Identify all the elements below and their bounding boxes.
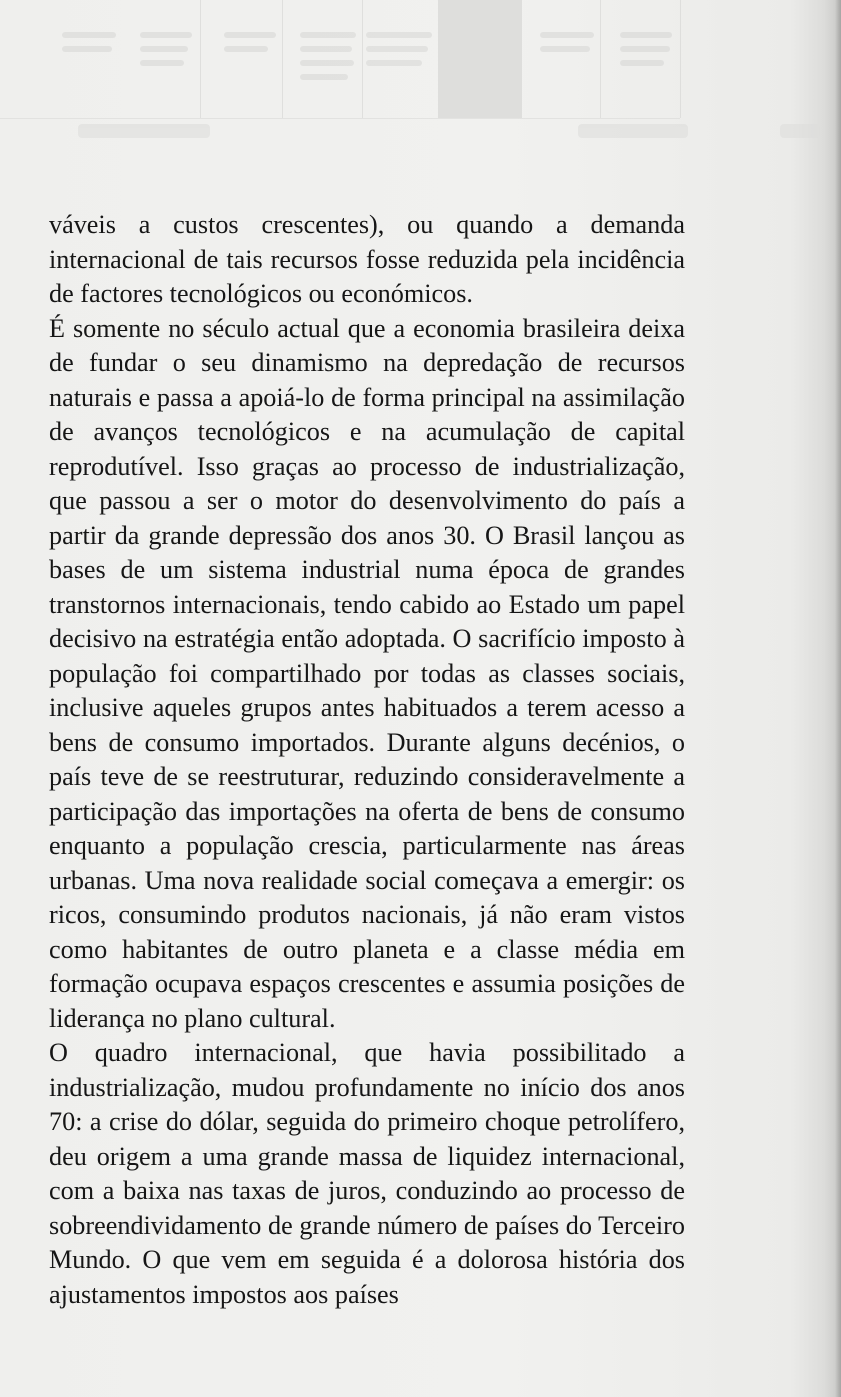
body-text <box>49 208 685 1312</box>
page-edge-shadow <box>835 0 841 1397</box>
show-through-facing-page <box>0 0 841 200</box>
paragraph: váveis a custos crescentes), ou quando a demanda internacional de tais recursos fosse reduzida pela incidência de factores tecnológicos ou económicos. <box>49 210 685 308</box>
paragraph: O quadro internacional, que havia possibilitado a industrialização, mudou profundamente no início dos anos 70: a crise do dólar, seguida do primeiro choque petrolífero, deu origem a uma grande massa de liquidez internacional, com a baixa nas taxas de juros, conduzindo ao processo de sobreendividamento de grande número de países do Terceiro Mundo. O que vem em seguida é a dolorosa história dos ajustamentos impostos aos países <box>49 1038 685 1309</box>
paragraph: É somente no século actual que a economia brasileira deixa de fundar o seu dinamismo na depredação de recursos naturais e passa a apoiá-lo de forma principal na assimilação de avanços tecnológicos e na acumulação de capital reprodutível. Isso graças ao processo de industrialização, que passou a ser o motor do desenvolvimento do país a partir da grande depressão dos anos 30. O Brasil lançou as bases de um sistema industrial numa época de grandes transtornos internacionais, tendo cabido ao Estado um papel decisivo na estratégia então adoptada. O sacrifício imposto à população foi compartilhado por todas as classes sociais, inclusive aqueles grupos antes habituados a terem acesso a bens de consumo importados. Durante alguns decénios, o país teve de se reestruturar, reduzindo consideravelmente a participação das importações na oferta de bens de consumo enquanto a população crescia, particularmente nas áreas urbanas. Uma nova realidade social começava a emergir: os ricos, consumindo produtos nacionais, já não eram vistos como habitantes de outro planeta e a classe média em formação ocupava espaços crescentes e assumia posições de liderança no plano cultural. <box>49 313 685 1033</box>
